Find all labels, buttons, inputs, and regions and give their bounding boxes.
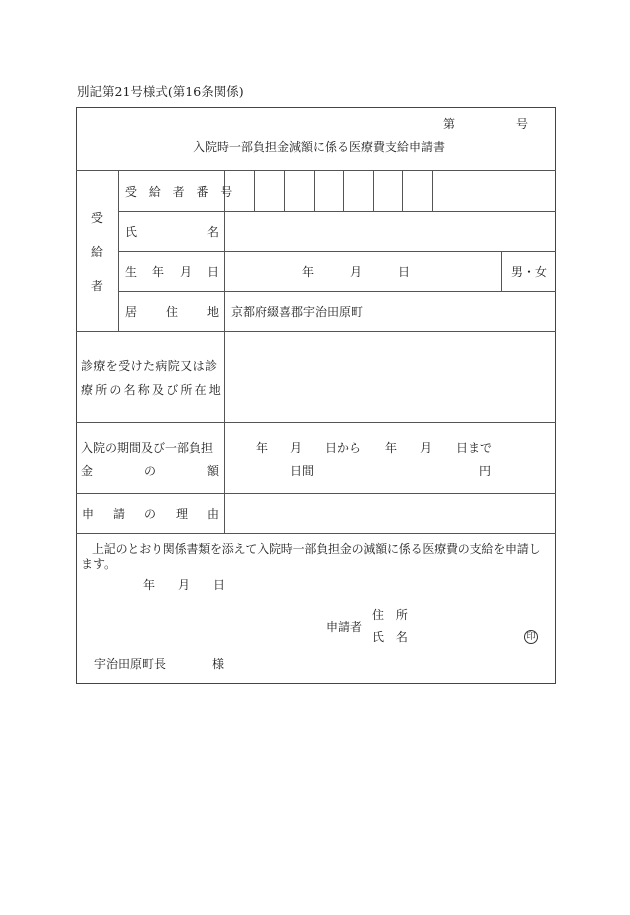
- number-box-divider: [402, 170, 403, 211]
- birth-label-char: 生: [125, 265, 138, 279]
- declaration-month: 月: [178, 578, 191, 592]
- recipient-group-divider: [118, 170, 119, 331]
- reason-label-char: の: [144, 507, 157, 521]
- sex-column-divider: [501, 251, 502, 291]
- reason-label-char: 理: [176, 507, 189, 521]
- birth-day: 日: [398, 265, 411, 279]
- serial-dai: 第: [443, 117, 456, 131]
- birth-year: 年: [302, 265, 315, 279]
- declaration-day: 日: [213, 578, 226, 592]
- period-label-line1: 入院の期間及び一部負担: [81, 441, 214, 455]
- address-label-char: 住: [166, 305, 179, 319]
- address-label-char: 居: [125, 305, 138, 319]
- address-label-char: 地: [207, 305, 220, 319]
- number-box-divider: [284, 170, 285, 211]
- form-title: 入院時一部負担金減額に係る医療費支給申請書: [193, 140, 446, 154]
- birth-label-char: 年: [152, 265, 165, 279]
- reason-label-char: 申: [82, 507, 95, 521]
- number-box-divider: [343, 170, 344, 211]
- header-divider: [76, 170, 556, 171]
- recipient-group-char: 者: [91, 279, 104, 293]
- reason-label-char: 請: [113, 507, 126, 521]
- period-start-month: 月: [290, 441, 303, 455]
- number-box-divider: [373, 170, 374, 211]
- address-value: 京都府綴喜郡宇治田原町: [231, 305, 364, 319]
- reason-label-char: 由: [207, 507, 220, 521]
- row-divider-address: [76, 331, 556, 332]
- row-divider-period: [76, 493, 556, 494]
- declaration-text-line2: ます。: [81, 557, 117, 571]
- row-divider-name: [118, 251, 556, 252]
- recipient-group-char: 受: [91, 211, 104, 225]
- birth-label-char: 日: [207, 265, 220, 279]
- period-start-year: 年: [256, 441, 269, 455]
- form-number-label: 別記第21号様式(第16条関係): [77, 84, 244, 99]
- row-divider-hospital: [76, 422, 556, 423]
- hospital-label-line1: 診療を受けた病院又は診: [81, 359, 218, 373]
- recipient-number-label: 受 給 者 番 号: [125, 185, 237, 199]
- serial-go: 号: [516, 117, 529, 131]
- amount-yen: 円: [479, 464, 492, 478]
- declaration-year: 年: [143, 578, 156, 592]
- period-label-char: の: [144, 464, 157, 478]
- period-label-char: 金: [81, 464, 94, 478]
- period-end-day: 日まで: [456, 441, 493, 455]
- label-column-divider: [224, 170, 225, 533]
- applicant-name-label: 氏 名: [372, 630, 412, 644]
- name-label-char: 氏: [125, 225, 138, 239]
- birth-label-char: 月: [180, 265, 193, 279]
- recipient-group-char: 給: [91, 245, 104, 259]
- row-divider-number: [118, 211, 556, 212]
- period-label-char: 額: [207, 464, 220, 478]
- row-divider-reason: [76, 533, 556, 534]
- name-label-char: 名: [207, 225, 220, 239]
- birth-month: 月: [350, 265, 363, 279]
- applicant-address-label: 住 所: [372, 608, 412, 622]
- period-end-year: 年: [385, 441, 398, 455]
- applicant-label: 申請者: [326, 620, 363, 634]
- number-box-divider: [432, 170, 433, 211]
- addressee: 宇治田原町長: [94, 657, 167, 671]
- sex-field: 男・女: [511, 265, 548, 279]
- number-box-divider: [254, 170, 255, 211]
- number-box-divider: [314, 170, 315, 211]
- period-end-month: 月: [420, 441, 433, 455]
- period-start-day: 日から: [325, 441, 362, 455]
- addressee-honorific: 様: [212, 657, 225, 671]
- row-divider-birth: [118, 291, 556, 292]
- seal-mark-icon: 印: [524, 630, 538, 644]
- hospital-label-line2: 療所の名称及び所在地: [81, 383, 224, 397]
- declaration-text-line1: 上記のとおり関係書類を添えて入院時一部負担金の減額に係る医療費の支給を申請し: [92, 542, 541, 556]
- period-days: 日間: [290, 464, 315, 478]
